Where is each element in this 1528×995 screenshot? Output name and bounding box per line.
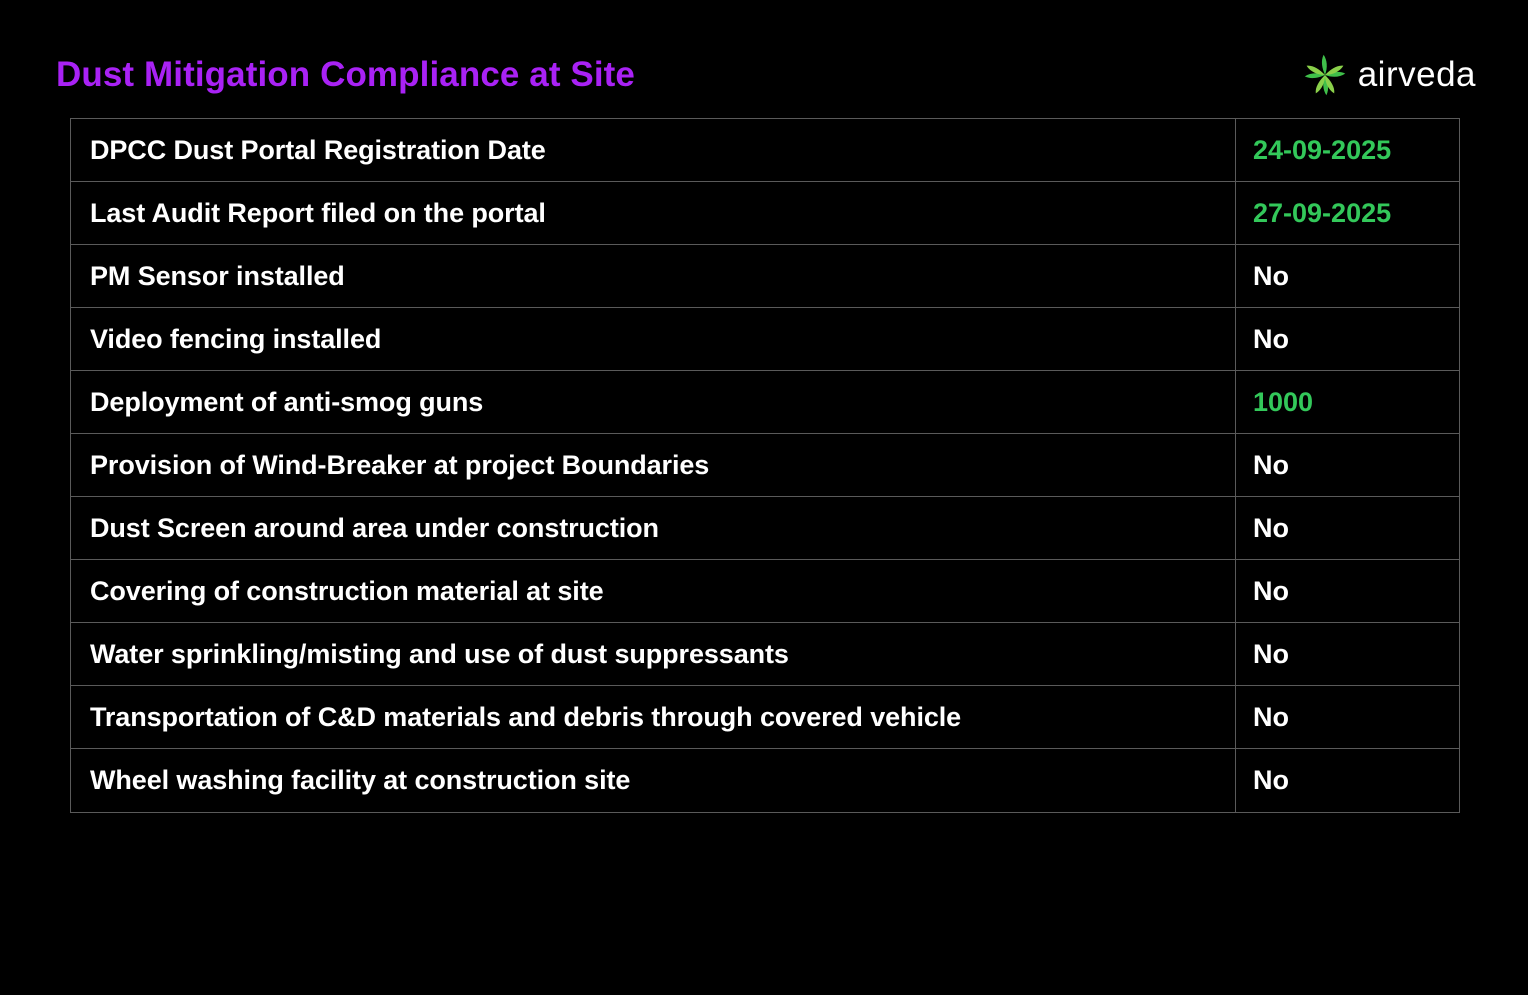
table-row	[71, 308, 1459, 371]
table-row	[71, 371, 1459, 434]
compliance-item-label: Transportation of C&D materials and debris through covered vehicle	[71, 686, 1236, 748]
compliance-item-label: PM Sensor installed	[71, 245, 1236, 307]
compliance-item-label: Water sprinkling/misting and use of dust suppressants	[71, 623, 1236, 685]
compliance-item-label: DPCC Dust Portal Registration Date	[71, 119, 1236, 181]
compliance-item-label: Wheel washing facility at construction site	[71, 749, 1236, 812]
compliance-item-value: No	[1253, 575, 1289, 606]
page-title: Dust Mitigation Compliance at Site	[56, 55, 636, 94]
compliance-item-value: No	[1253, 638, 1289, 669]
compliance-item-value: No	[1253, 512, 1289, 543]
compliance-table	[70, 118, 1460, 813]
compliance-item-label: Dust Screen around area under construction	[71, 497, 1236, 559]
compliance-item-label: Provision of Wind-Breaker at project Boundaries	[71, 434, 1236, 496]
compliance-item-value: No	[1253, 449, 1289, 480]
table-row	[71, 497, 1459, 560]
table-row	[71, 749, 1459, 812]
airveda-pinwheel-icon	[1302, 52, 1348, 98]
compliance-item-label: Covering of construction material at site	[71, 560, 1236, 622]
table-row	[71, 182, 1459, 245]
table-row	[71, 623, 1459, 686]
table-row	[71, 119, 1459, 182]
brand-name: airveda	[1357, 55, 1476, 94]
brand-logo-group	[1302, 52, 1476, 98]
compliance-item-value: No	[1253, 323, 1289, 354]
compliance-item-value: No	[1253, 701, 1289, 732]
compliance-item-value: No	[1253, 260, 1289, 291]
compliance-item-label: Deployment of anti-smog guns	[71, 371, 1236, 433]
compliance-item-value: 24-09-2025	[1253, 134, 1392, 165]
table-row	[71, 686, 1459, 749]
compliance-item-label: Video fencing installed	[71, 308, 1236, 370]
compliance-item-value: No	[1253, 765, 1289, 795]
compliance-item-value: 27-09-2025	[1253, 197, 1392, 228]
compliance-item-label: Last Audit Report filed on the portal	[71, 182, 1236, 244]
table-row	[71, 434, 1459, 497]
table-row	[71, 560, 1459, 623]
table-row	[71, 245, 1459, 308]
compliance-item-value: 1000	[1253, 386, 1314, 417]
slide-header	[56, 44, 1476, 106]
